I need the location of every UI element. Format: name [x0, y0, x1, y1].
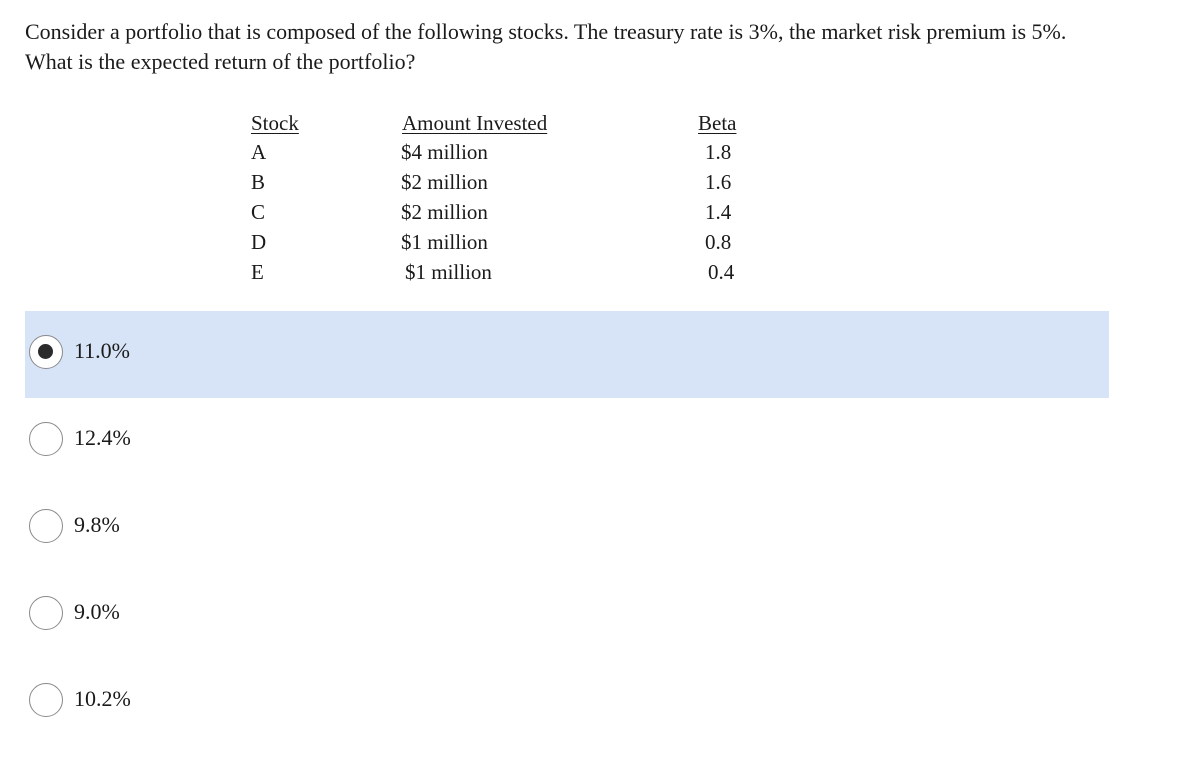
stock-cell: D — [251, 230, 267, 254]
header-stock: Stock — [251, 111, 299, 135]
answer-option[interactable] — [25, 572, 1109, 659]
beta-cell: 1.4 — [705, 200, 732, 224]
answer-option-label: 12.4% — [74, 425, 131, 450]
radio-selected-dot — [38, 344, 53, 359]
radio-button[interactable] — [29, 683, 63, 717]
beta-cell: 1.8 — [705, 140, 732, 164]
answer-option[interactable] — [25, 398, 1109, 485]
stock-cell: A — [251, 140, 267, 164]
answer-option-label: 9.0% — [74, 599, 120, 624]
radio-button[interactable] — [29, 509, 63, 543]
header-beta: Beta — [698, 111, 737, 135]
radio-button[interactable] — [29, 422, 63, 456]
beta-cell: 1.6 — [705, 170, 732, 194]
answer-option[interactable] — [25, 485, 1109, 572]
question-text: Consider a portfolio that is composed of the following stocks. The treasury rate is 3%, the market risk premium is 5%. What is the expected return of the portfolio? — [25, 19, 1067, 74]
amount-cell: $1 million — [401, 230, 488, 254]
amount-cell: $2 million — [401, 170, 488, 194]
radio-button[interactable] — [29, 335, 63, 369]
radio-button[interactable] — [29, 596, 63, 630]
stock-cell: E — [251, 260, 264, 284]
answer-option-label: 11.0% — [74, 338, 131, 363]
beta-cell: 0.8 — [705, 230, 732, 254]
answer-option-label: 9.8% — [74, 512, 120, 537]
amount-cell: $1 million — [405, 260, 492, 284]
answer-option[interactable] — [25, 311, 1109, 398]
stock-cell: C — [251, 200, 266, 224]
answer-option[interactable] — [25, 659, 1109, 746]
amount-cell: $4 million — [401, 140, 488, 164]
answer-option-label: 10.2% — [74, 686, 131, 711]
beta-cell: 0.4 — [708, 260, 735, 284]
stock-cell: B — [251, 170, 266, 194]
amount-cell: $2 million — [401, 200, 488, 224]
stock-table — [0, 0, 1188, 300]
header-amount-invested: Amount Invested — [402, 111, 548, 135]
